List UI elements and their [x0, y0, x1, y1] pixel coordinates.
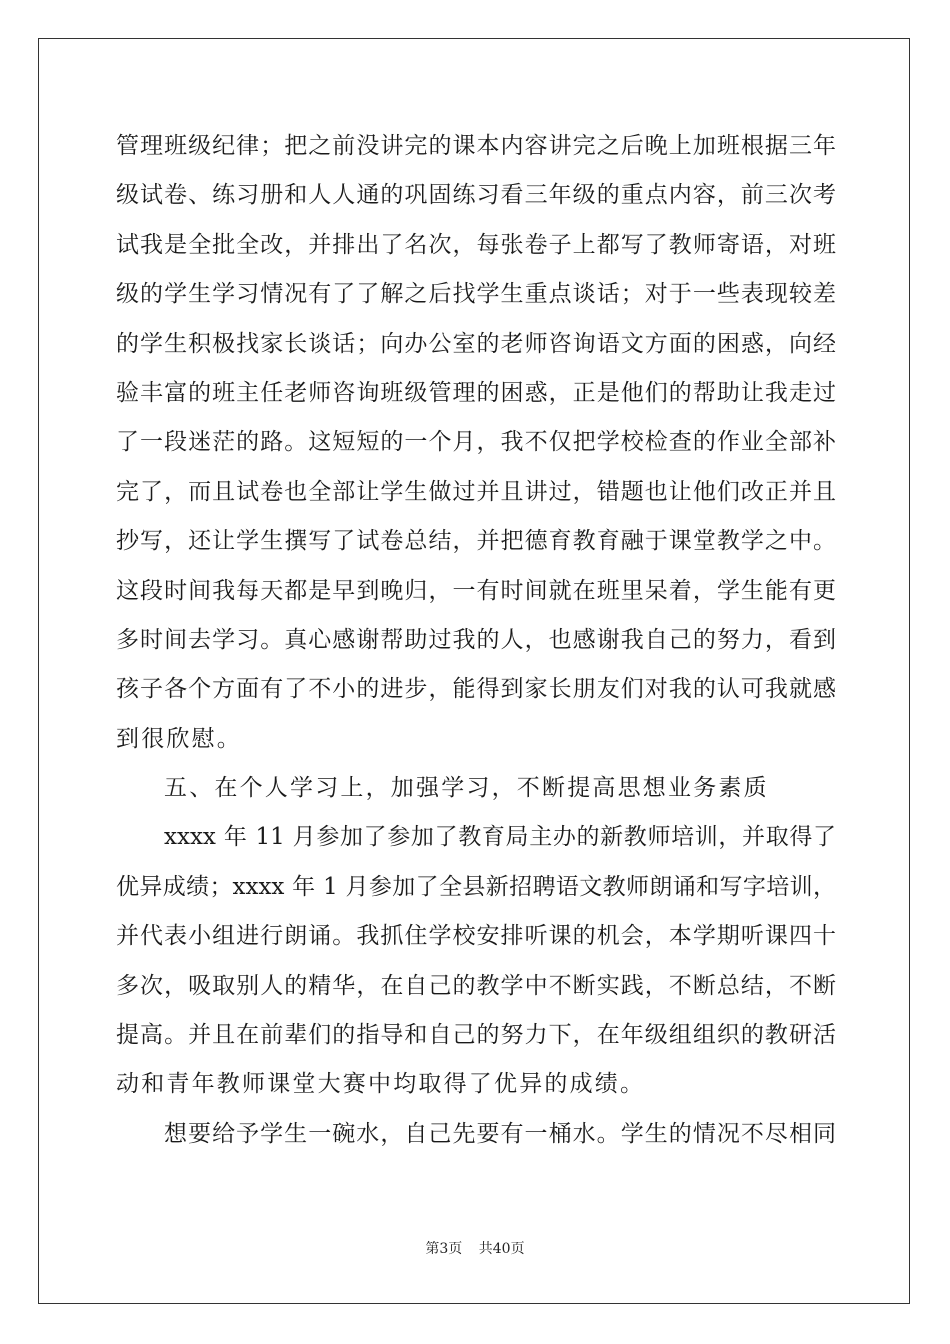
document-body [116, 122, 836, 1159]
text-line: 多时间去学习。真心感谢帮助过我的人，也感谢我自己的努力，看到 [116, 626, 836, 653]
text-line: 抄写，还让学生撰写了试卷总结，并把德育教育融于课堂教学之中。 [116, 528, 836, 555]
text-line: 完了，而且试卷也全部让学生做过并且讲过，错题也让他们改正并且 [116, 478, 836, 505]
text-line: 试我是全批全改，并排出了名次，每张卷子上都写了教师寄语，对班 [116, 231, 836, 258]
text-line: 动和青年教师课堂大赛中均取得了优异的成绩。 [116, 1071, 646, 1098]
text-line: 提高。并且在前辈们的指导和自己的努力下，在年级组组织的教研活 [116, 1022, 836, 1049]
text-line: 级试卷、练习册和人人通的巩固练习看三年级的重点内容，前三次考 [116, 182, 836, 209]
page-total: 共40页 [478, 1241, 525, 1257]
text-line: 级的学生学习情况有了了解之后找学生重点谈话；对于一些表现较差 [116, 281, 836, 308]
page-footer [0, 1238, 950, 1258]
text-line: 管理班级纪律；把之前没讲完的课本内容讲完之后晚上加班根据三年 [116, 133, 836, 159]
text-line: 孩子各个方面有了不小的进步，能得到家长朋友们对我的认可我就感 [116, 676, 836, 703]
text-line: 到很欣慰。 [116, 725, 242, 752]
page-number: 第3页 [425, 1241, 463, 1257]
text-line: 了一段迷茫的路。这短短的一个月，我不仅把学校检查的作业全部补 [116, 429, 836, 456]
text-line: 想要给予学生一碗水，自己先要有一桶水。学生的情况不尽相同 [164, 1120, 836, 1147]
text-line: 优异成绩；xxxx 年 1 月参加了全县新招聘语文教师朗诵和写字培训， [116, 873, 836, 900]
text-line: xxxx 年 11 月参加了参加了教育局主办的新教师培训，并取得了 [164, 824, 836, 851]
text-line: 的学生积极找家长谈话；向办公室的老师咨询语文方面的困惑，向经 [116, 330, 836, 357]
text-line: 并代表小组进行朗诵。我抓住学校安排听课的机会，本学期听课四十 [116, 923, 836, 950]
text-line: 验丰富的班主任老师咨询班级管理的困惑，正是他们的帮助让我走过 [116, 379, 836, 406]
text-line: 多次，吸取别人的精华，在自己的教学中不断实践，不断总结，不断 [116, 972, 836, 999]
text-line: 这段时间我每天都是早到晚归，一有时间就在班里呆着，学生能有更 [116, 577, 836, 604]
section-heading: 五、在个人学习上，加强学习，不断提高思想业务素质 [164, 775, 769, 802]
